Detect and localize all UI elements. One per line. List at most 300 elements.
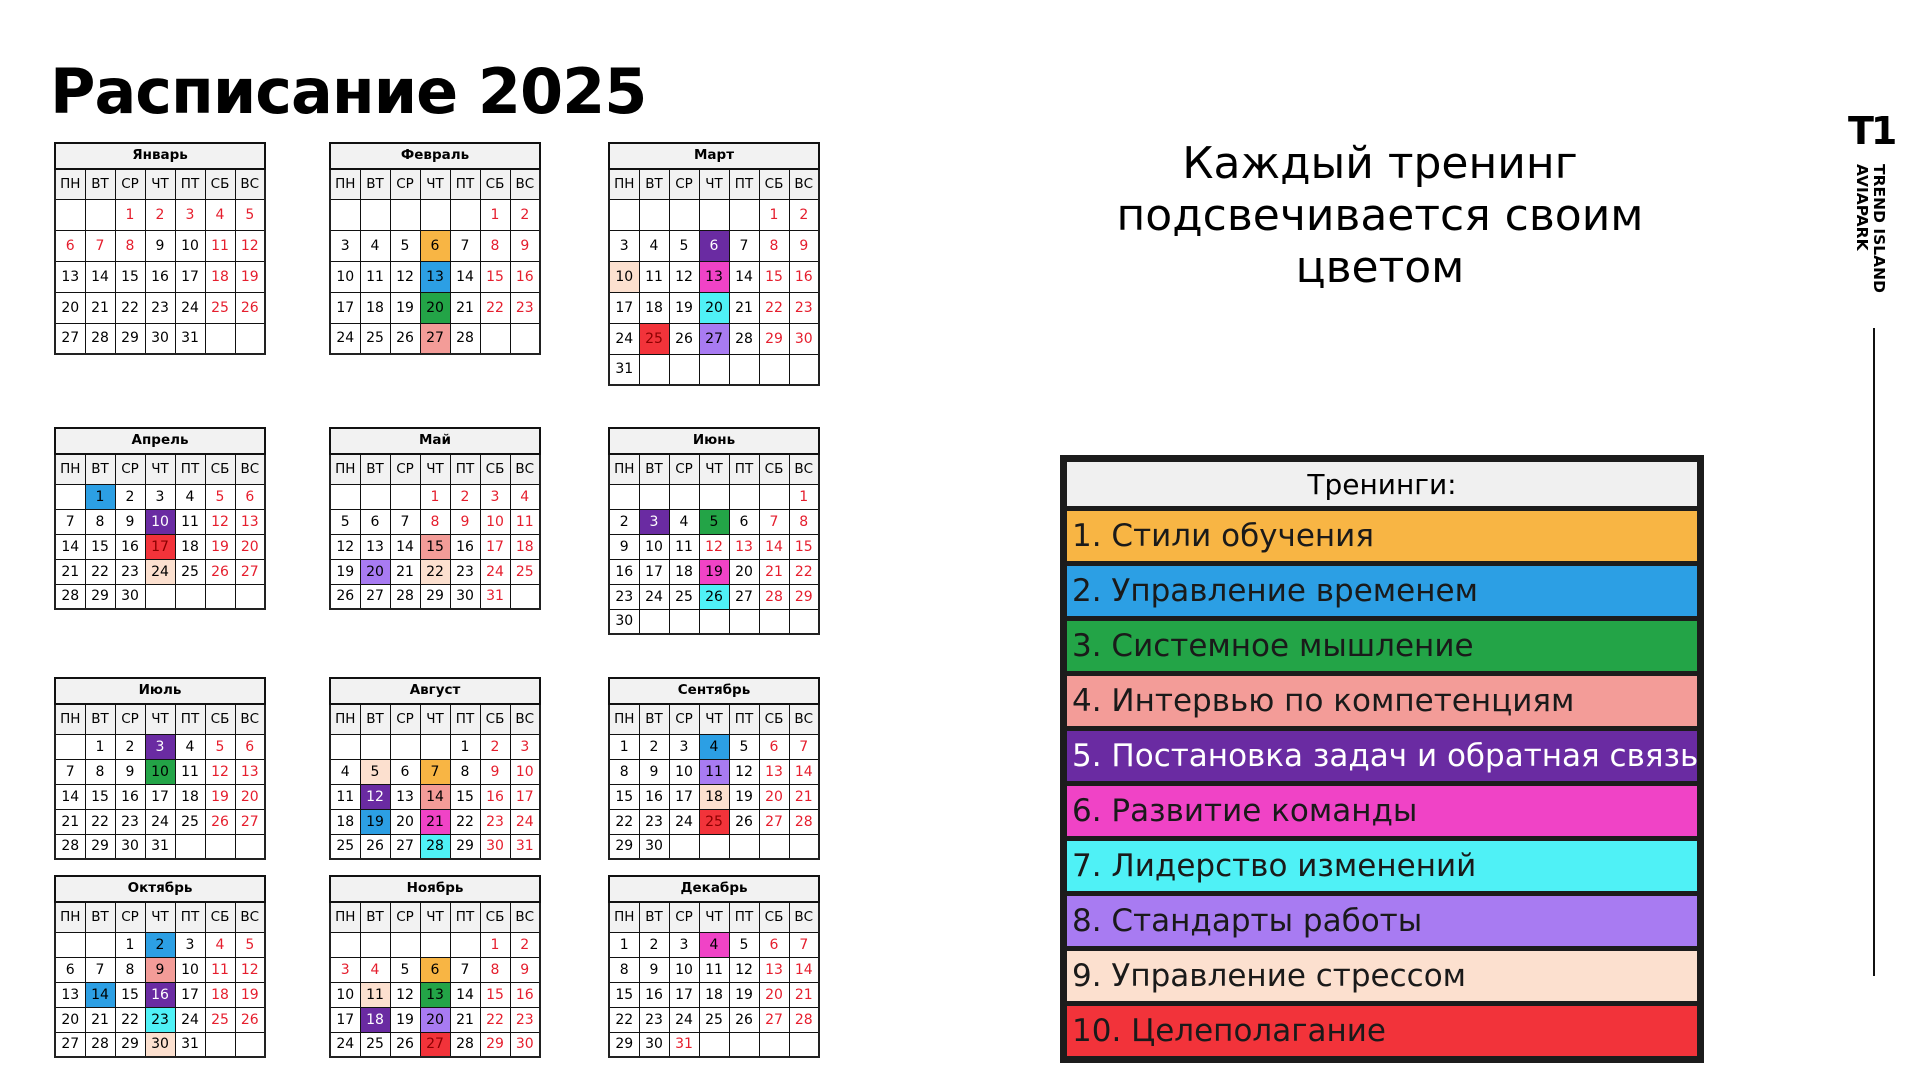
month-calendar bbox=[329, 142, 541, 355]
day-cell: 9 bbox=[145, 230, 175, 261]
day-cell: 2 bbox=[450, 484, 480, 509]
weekday-header: ПТ bbox=[729, 169, 759, 199]
empty-cell bbox=[789, 1032, 819, 1057]
day-cell: 1 bbox=[420, 484, 450, 509]
month-calendar bbox=[608, 677, 820, 860]
day-cell: 18 bbox=[205, 261, 235, 292]
day-cell: 1 bbox=[85, 734, 115, 759]
day-cell: 9 bbox=[115, 509, 145, 534]
day-cell: 30 bbox=[115, 584, 145, 609]
day-cell: 8 bbox=[789, 509, 819, 534]
weekday-header: СР bbox=[669, 902, 699, 932]
day-cell: 5 bbox=[205, 734, 235, 759]
day-cell: 3 bbox=[330, 957, 360, 982]
weekday-header: СБ bbox=[205, 902, 235, 932]
day-cell: 4 bbox=[510, 484, 540, 509]
empty-cell bbox=[480, 323, 510, 354]
day-cell: 10 bbox=[669, 957, 699, 982]
weekday-header: ПН bbox=[330, 169, 360, 199]
day-cell: 10 bbox=[175, 230, 205, 261]
day-cell: 22 bbox=[115, 292, 145, 323]
weekday-header: ПТ bbox=[450, 902, 480, 932]
day-cell: 14 bbox=[450, 261, 480, 292]
empty-cell bbox=[669, 834, 699, 859]
weekday-header: ВТ bbox=[639, 169, 669, 199]
day-cell: 26 bbox=[330, 584, 360, 609]
month-calendar bbox=[54, 875, 266, 1058]
day-cell: 6 bbox=[235, 484, 265, 509]
day-cell: 30 bbox=[450, 584, 480, 609]
day-cell: 1 bbox=[480, 199, 510, 230]
weekday-header: СР bbox=[115, 902, 145, 932]
tagline-line: цветом bbox=[1295, 242, 1465, 293]
day-cell: 23 bbox=[115, 559, 145, 584]
day-cell: 6 bbox=[55, 230, 85, 261]
day-cell: 20 bbox=[420, 292, 450, 323]
day-cell: 14 bbox=[55, 534, 85, 559]
day-cell: 12 bbox=[360, 784, 390, 809]
day-cell: 22 bbox=[759, 292, 789, 323]
day-cell: 3 bbox=[480, 484, 510, 509]
day-cell: 17 bbox=[145, 534, 175, 559]
day-cell: 29 bbox=[480, 1032, 510, 1057]
empty-cell bbox=[639, 354, 669, 385]
month-calendar bbox=[54, 427, 266, 610]
day-cell: 26 bbox=[235, 292, 265, 323]
day-cell: 28 bbox=[420, 834, 450, 859]
day-cell: 27 bbox=[759, 1007, 789, 1032]
weekday-header: ВС bbox=[789, 454, 819, 484]
day-cell: 4 bbox=[360, 230, 390, 261]
day-cell: 18 bbox=[639, 292, 669, 323]
empty-cell bbox=[330, 199, 360, 230]
day-cell: 12 bbox=[205, 759, 235, 784]
day-cell: 1 bbox=[789, 484, 819, 509]
day-cell: 25 bbox=[175, 809, 205, 834]
day-cell: 20 bbox=[699, 292, 729, 323]
weekday-header: ЧТ bbox=[699, 454, 729, 484]
month-calendar bbox=[608, 427, 820, 635]
day-cell: 7 bbox=[85, 230, 115, 261]
legend-item: 9. Управление стрессом bbox=[1064, 949, 1700, 1004]
day-cell: 29 bbox=[420, 584, 450, 609]
day-cell: 30 bbox=[480, 834, 510, 859]
month-name: Май bbox=[330, 428, 540, 454]
day-cell: 13 bbox=[729, 534, 759, 559]
day-cell: 6 bbox=[390, 759, 420, 784]
day-cell: 29 bbox=[789, 584, 819, 609]
empty-cell bbox=[669, 484, 699, 509]
day-cell: 16 bbox=[510, 261, 540, 292]
tagline-line: подсвечивается своим bbox=[1116, 190, 1644, 241]
day-cell: 16 bbox=[145, 261, 175, 292]
weekday-header: ВС bbox=[235, 704, 265, 734]
day-cell: 12 bbox=[699, 534, 729, 559]
legend-item: 1. Стили обучения bbox=[1064, 509, 1700, 564]
day-cell: 29 bbox=[759, 323, 789, 354]
day-cell: 16 bbox=[789, 261, 819, 292]
tagline bbox=[1090, 138, 1670, 294]
weekday-header: ЧТ bbox=[699, 902, 729, 932]
empty-cell bbox=[609, 199, 639, 230]
day-cell: 12 bbox=[390, 982, 420, 1007]
day-cell: 13 bbox=[235, 509, 265, 534]
day-cell: 16 bbox=[510, 982, 540, 1007]
day-cell: 29 bbox=[115, 323, 145, 354]
legend-item: 5. Постановка задач и обратная связь bbox=[1064, 729, 1700, 784]
day-cell: 6 bbox=[759, 734, 789, 759]
day-cell: 3 bbox=[609, 230, 639, 261]
day-cell: 21 bbox=[789, 982, 819, 1007]
day-cell: 13 bbox=[55, 261, 85, 292]
day-cell: 16 bbox=[145, 982, 175, 1007]
day-cell: 14 bbox=[450, 982, 480, 1007]
day-cell: 9 bbox=[510, 230, 540, 261]
day-cell: 25 bbox=[205, 1007, 235, 1032]
day-cell: 27 bbox=[360, 584, 390, 609]
day-cell: 28 bbox=[390, 584, 420, 609]
day-cell: 22 bbox=[115, 1007, 145, 1032]
month-name: Август bbox=[330, 678, 540, 704]
day-cell: 10 bbox=[480, 509, 510, 534]
day-cell: 9 bbox=[510, 957, 540, 982]
day-cell: 17 bbox=[175, 982, 205, 1007]
day-cell: 17 bbox=[609, 292, 639, 323]
day-cell: 31 bbox=[175, 1032, 205, 1057]
day-cell: 21 bbox=[450, 1007, 480, 1032]
empty-cell bbox=[205, 584, 235, 609]
day-cell: 15 bbox=[450, 784, 480, 809]
logo-line: AVIAPARK bbox=[1853, 164, 1871, 251]
weekday-header: ВС bbox=[510, 704, 540, 734]
day-cell: 30 bbox=[145, 323, 175, 354]
day-cell: 11 bbox=[205, 230, 235, 261]
weekday-header: СБ bbox=[759, 902, 789, 932]
legend-item: 2. Управление временем bbox=[1064, 564, 1700, 619]
tagline-line: Каждый тренинг bbox=[1182, 138, 1578, 189]
day-cell: 25 bbox=[699, 1007, 729, 1032]
day-cell: 6 bbox=[420, 230, 450, 261]
day-cell: 5 bbox=[330, 509, 360, 534]
weekday-header: ПН bbox=[609, 454, 639, 484]
day-cell: 22 bbox=[609, 1007, 639, 1032]
day-cell: 2 bbox=[609, 509, 639, 534]
day-cell: 17 bbox=[510, 784, 540, 809]
empty-cell bbox=[759, 834, 789, 859]
day-cell: 23 bbox=[609, 584, 639, 609]
empty-cell bbox=[789, 354, 819, 385]
weekday-header: СР bbox=[115, 704, 145, 734]
day-cell: 1 bbox=[115, 932, 145, 957]
day-cell: 21 bbox=[420, 809, 450, 834]
day-cell: 5 bbox=[729, 734, 759, 759]
day-cell: 14 bbox=[55, 784, 85, 809]
day-cell: 9 bbox=[609, 534, 639, 559]
day-cell: 4 bbox=[699, 932, 729, 957]
day-cell: 14 bbox=[789, 957, 819, 982]
day-cell: 31 bbox=[480, 584, 510, 609]
day-cell: 22 bbox=[480, 1007, 510, 1032]
day-cell: 26 bbox=[699, 584, 729, 609]
day-cell: 20 bbox=[55, 1007, 85, 1032]
day-cell: 16 bbox=[115, 784, 145, 809]
day-cell: 26 bbox=[205, 809, 235, 834]
empty-cell bbox=[669, 199, 699, 230]
day-cell: 20 bbox=[235, 534, 265, 559]
month-name: Октябрь bbox=[55, 876, 265, 902]
legend-item: 7. Лидерство изменений bbox=[1064, 839, 1700, 894]
t1-logo-mark: T1 bbox=[1848, 109, 1895, 153]
day-cell: 13 bbox=[420, 261, 450, 292]
day-cell: 11 bbox=[669, 534, 699, 559]
day-cell: 1 bbox=[115, 199, 145, 230]
weekday-header: ЧТ bbox=[420, 454, 450, 484]
day-cell: 21 bbox=[85, 292, 115, 323]
day-cell: 23 bbox=[145, 292, 175, 323]
day-cell: 4 bbox=[205, 199, 235, 230]
day-cell: 8 bbox=[480, 230, 510, 261]
day-cell: 10 bbox=[609, 261, 639, 292]
weekday-header: ПТ bbox=[175, 169, 205, 199]
weekday-header: ВТ bbox=[360, 454, 390, 484]
legend-item: 6. Развитие команды bbox=[1064, 784, 1700, 839]
empty-cell bbox=[175, 834, 205, 859]
logo-text bbox=[1853, 164, 1887, 364]
day-cell: 23 bbox=[639, 809, 669, 834]
day-cell: 3 bbox=[145, 734, 175, 759]
weekday-header: ПТ bbox=[175, 902, 205, 932]
weekday-header: ЧТ bbox=[145, 454, 175, 484]
day-cell: 10 bbox=[330, 982, 360, 1007]
day-cell: 6 bbox=[759, 932, 789, 957]
day-cell: 19 bbox=[330, 559, 360, 584]
day-cell: 29 bbox=[450, 834, 480, 859]
empty-cell bbox=[729, 484, 759, 509]
day-cell: 29 bbox=[609, 834, 639, 859]
empty-cell bbox=[729, 1032, 759, 1057]
weekday-header: ВС bbox=[510, 902, 540, 932]
month-calendar bbox=[329, 427, 541, 610]
day-cell: 16 bbox=[115, 534, 145, 559]
day-cell: 8 bbox=[759, 230, 789, 261]
day-cell: 25 bbox=[205, 292, 235, 323]
weekday-header: СБ bbox=[480, 169, 510, 199]
day-cell: 2 bbox=[145, 199, 175, 230]
empty-cell bbox=[699, 354, 729, 385]
day-cell: 20 bbox=[235, 784, 265, 809]
day-cell: 18 bbox=[510, 534, 540, 559]
weekday-header: СР bbox=[669, 704, 699, 734]
day-cell: 23 bbox=[639, 1007, 669, 1032]
weekday-header: ВС bbox=[235, 902, 265, 932]
day-cell: 8 bbox=[85, 509, 115, 534]
day-cell: 24 bbox=[145, 559, 175, 584]
empty-cell bbox=[55, 484, 85, 509]
day-cell: 25 bbox=[330, 834, 360, 859]
day-cell: 21 bbox=[55, 809, 85, 834]
day-cell: 11 bbox=[205, 957, 235, 982]
weekday-header: СР bbox=[115, 454, 145, 484]
weekday-header: СР bbox=[390, 169, 420, 199]
day-cell: 17 bbox=[330, 1007, 360, 1032]
day-cell: 19 bbox=[205, 784, 235, 809]
weekday-header: ПН bbox=[330, 704, 360, 734]
day-cell: 7 bbox=[85, 957, 115, 982]
day-cell: 23 bbox=[789, 292, 819, 323]
day-cell: 3 bbox=[639, 509, 669, 534]
day-cell: 9 bbox=[115, 759, 145, 784]
weekday-header: ПН bbox=[609, 169, 639, 199]
day-cell: 16 bbox=[450, 534, 480, 559]
empty-cell bbox=[235, 834, 265, 859]
day-cell: 31 bbox=[175, 323, 205, 354]
day-cell: 10 bbox=[175, 957, 205, 982]
day-cell: 7 bbox=[420, 759, 450, 784]
day-cell: 2 bbox=[510, 199, 540, 230]
weekday-header: СР bbox=[115, 169, 145, 199]
legend-item: 10. Целеполагание bbox=[1064, 1004, 1700, 1059]
weekday-header: ВТ bbox=[85, 902, 115, 932]
day-cell: 16 bbox=[639, 784, 669, 809]
weekday-header: СР bbox=[390, 902, 420, 932]
empty-cell bbox=[729, 609, 759, 634]
day-cell: 26 bbox=[205, 559, 235, 584]
empty-cell bbox=[789, 609, 819, 634]
day-cell: 29 bbox=[85, 834, 115, 859]
weekday-header: ВТ bbox=[639, 454, 669, 484]
weekday-header: ВС bbox=[235, 169, 265, 199]
day-cell: 8 bbox=[450, 759, 480, 784]
day-cell: 28 bbox=[55, 834, 85, 859]
day-cell: 17 bbox=[175, 261, 205, 292]
day-cell: 14 bbox=[420, 784, 450, 809]
day-cell: 7 bbox=[55, 509, 85, 534]
day-cell: 2 bbox=[639, 734, 669, 759]
empty-cell bbox=[390, 484, 420, 509]
empty-cell bbox=[759, 609, 789, 634]
day-cell: 23 bbox=[450, 559, 480, 584]
day-cell: 21 bbox=[450, 292, 480, 323]
page-title: Расписание 2025 bbox=[50, 55, 647, 128]
day-cell: 23 bbox=[480, 809, 510, 834]
day-cell: 19 bbox=[390, 1007, 420, 1032]
day-cell: 11 bbox=[639, 261, 669, 292]
day-cell: 25 bbox=[175, 559, 205, 584]
day-cell: 3 bbox=[510, 734, 540, 759]
day-cell: 27 bbox=[699, 323, 729, 354]
day-cell: 21 bbox=[759, 559, 789, 584]
day-cell: 25 bbox=[699, 809, 729, 834]
day-cell: 22 bbox=[480, 292, 510, 323]
weekday-header: ПТ bbox=[450, 169, 480, 199]
day-cell: 18 bbox=[699, 784, 729, 809]
day-cell: 28 bbox=[759, 584, 789, 609]
day-cell: 18 bbox=[669, 559, 699, 584]
day-cell: 24 bbox=[175, 292, 205, 323]
day-cell: 7 bbox=[450, 957, 480, 982]
empty-cell bbox=[360, 484, 390, 509]
day-cell: 4 bbox=[360, 957, 390, 982]
empty-cell bbox=[175, 584, 205, 609]
day-cell: 25 bbox=[360, 323, 390, 354]
day-cell: 22 bbox=[85, 559, 115, 584]
empty-cell bbox=[85, 932, 115, 957]
day-cell: 15 bbox=[85, 534, 115, 559]
day-cell: 3 bbox=[669, 734, 699, 759]
empty-cell bbox=[145, 584, 175, 609]
day-cell: 11 bbox=[175, 509, 205, 534]
day-cell: 24 bbox=[330, 1032, 360, 1057]
empty-cell bbox=[55, 932, 85, 957]
day-cell: 6 bbox=[699, 230, 729, 261]
empty-cell bbox=[759, 484, 789, 509]
day-cell: 10 bbox=[510, 759, 540, 784]
weekday-header: ВС bbox=[510, 169, 540, 199]
day-cell: 28 bbox=[85, 323, 115, 354]
day-cell: 29 bbox=[85, 584, 115, 609]
day-cell: 19 bbox=[235, 982, 265, 1007]
day-cell: 3 bbox=[145, 484, 175, 509]
empty-cell bbox=[330, 932, 360, 957]
weekday-header: ВТ bbox=[360, 902, 390, 932]
day-cell: 28 bbox=[55, 584, 85, 609]
day-cell: 9 bbox=[639, 957, 669, 982]
divider-line bbox=[1873, 328, 1875, 976]
day-cell: 13 bbox=[699, 261, 729, 292]
day-cell: 26 bbox=[235, 1007, 265, 1032]
month-name: Июнь bbox=[609, 428, 819, 454]
weekday-header: ПН bbox=[609, 704, 639, 734]
weekday-header: ПТ bbox=[450, 454, 480, 484]
day-cell: 15 bbox=[115, 982, 145, 1007]
month-name: Сентябрь bbox=[609, 678, 819, 704]
weekday-header: ПН bbox=[55, 902, 85, 932]
day-cell: 19 bbox=[729, 982, 759, 1007]
day-cell: 14 bbox=[390, 534, 420, 559]
weekday-header: ПН bbox=[330, 902, 360, 932]
day-cell: 30 bbox=[145, 1032, 175, 1057]
day-cell: 28 bbox=[789, 1007, 819, 1032]
day-cell: 3 bbox=[175, 932, 205, 957]
day-cell: 2 bbox=[789, 199, 819, 230]
day-cell: 17 bbox=[330, 292, 360, 323]
day-cell: 30 bbox=[115, 834, 145, 859]
day-cell: 21 bbox=[729, 292, 759, 323]
day-cell: 14 bbox=[85, 261, 115, 292]
day-cell: 7 bbox=[450, 230, 480, 261]
weekday-header: СБ bbox=[759, 704, 789, 734]
weekday-header: ВТ bbox=[85, 169, 115, 199]
empty-cell bbox=[55, 734, 85, 759]
day-cell: 12 bbox=[205, 509, 235, 534]
day-cell: 15 bbox=[609, 784, 639, 809]
weekday-header: ЧТ bbox=[420, 169, 450, 199]
weekday-header: ВТ bbox=[360, 169, 390, 199]
day-cell: 10 bbox=[330, 261, 360, 292]
day-cell: 13 bbox=[55, 982, 85, 1007]
empty-cell bbox=[390, 199, 420, 230]
day-cell: 5 bbox=[699, 509, 729, 534]
day-cell: 14 bbox=[729, 261, 759, 292]
day-cell: 3 bbox=[330, 230, 360, 261]
day-cell: 11 bbox=[175, 759, 205, 784]
day-cell: 18 bbox=[175, 534, 205, 559]
weekday-header: ВТ bbox=[85, 454, 115, 484]
day-cell: 24 bbox=[330, 323, 360, 354]
weekday-header: СР bbox=[390, 704, 420, 734]
day-cell: 27 bbox=[55, 323, 85, 354]
weekday-header: СР bbox=[390, 454, 420, 484]
